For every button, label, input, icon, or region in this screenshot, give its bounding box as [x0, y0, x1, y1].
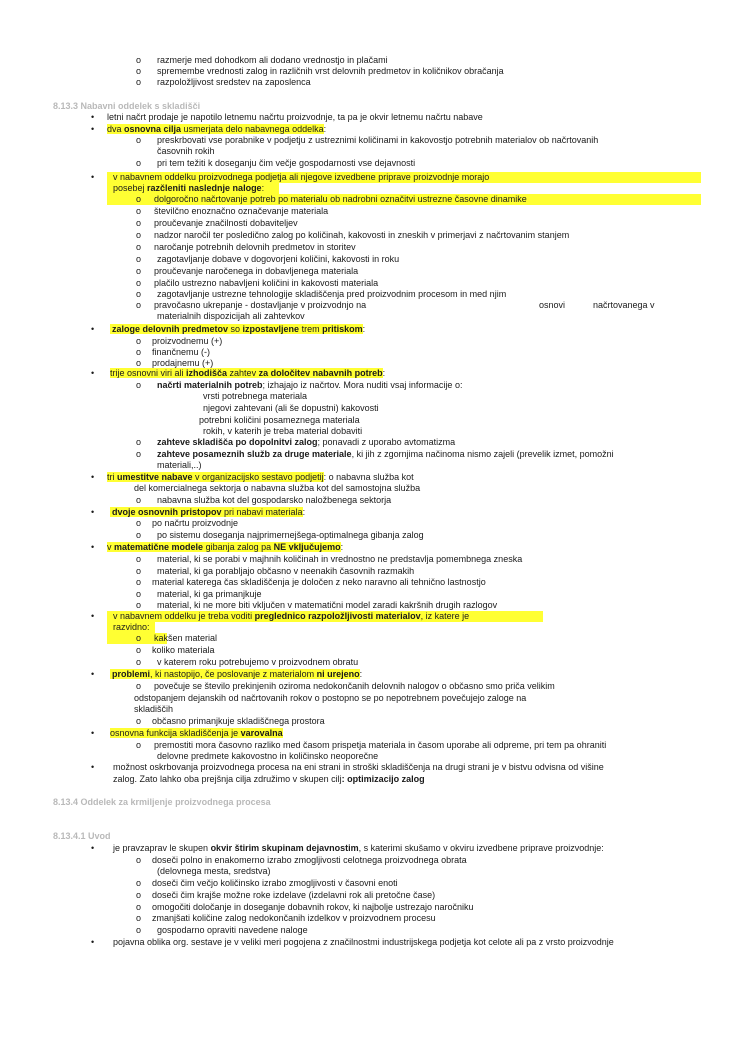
text-run: :	[362, 324, 366, 334]
text-run: usmerjata delo nabavnega oddelka	[181, 124, 324, 134]
bold-run: zaloge delovnih predmetov	[112, 324, 229, 334]
list-item-continuation: (delovnega mesta, sredstva)	[157, 866, 271, 876]
bold-run: načrti materialnih potreb	[157, 380, 263, 390]
circle-bullet-icon: o	[136, 336, 142, 346]
circle-bullet-icon: o	[136, 740, 142, 750]
text-run: , ki nastopijo, če poslovanje z materialom	[150, 669, 317, 679]
text-run: posebej	[113, 183, 148, 193]
bullet-icon: •	[91, 611, 95, 621]
bullet-icon: •	[91, 843, 95, 853]
text-run: , ki jih z zgornjima načinoma nismo zajeli (prevelik izmet, pomožni	[351, 449, 614, 459]
text-run: :	[340, 542, 344, 552]
list-item: po načrtu proizvodnje	[152, 518, 239, 528]
bullet-icon: •	[91, 112, 95, 122]
bold-run: zahteve skladišča po dopolnitvi zalog	[157, 437, 318, 447]
list-item: naročanje potrebnih delovnih predmetov in storitev	[154, 242, 356, 252]
bold-run: osnovna cilja	[124, 124, 182, 134]
circle-bullet-icon: o	[136, 902, 142, 912]
list-item: omogočiti določanje in doseganje dobavnih rokov, ki najbolje ustrezajo naročniku	[152, 902, 474, 912]
bold-run: dvoje osnovnih pristopov	[112, 507, 222, 517]
list-item: doseči čim krajše možne roke izdelave (izdelavni rok ali pretočne čase)	[152, 890, 436, 900]
bullet-icon: •	[91, 472, 95, 482]
list-item: finančnemu (-)	[152, 347, 211, 357]
list-item: material, ki se porabi v majhnih količinah in vrednostno ne predstavlja pomembnega zneska	[157, 554, 523, 564]
list-item	[110, 728, 283, 739]
bold-run: matematične modele	[114, 542, 204, 552]
circle-bullet-icon: o	[136, 554, 142, 564]
bold-run: pritiskom	[322, 324, 363, 334]
circle-bullet-icon: o	[136, 358, 142, 368]
list-item	[154, 194, 527, 205]
list-item	[157, 449, 614, 460]
bold-run: razčleniti naslednje naloge	[147, 183, 262, 193]
list-item	[110, 669, 362, 680]
list-item: proučevanje naročenega in dobavljenega materiala	[154, 266, 359, 276]
circle-bullet-icon: o	[136, 449, 142, 459]
bullet-icon: •	[91, 368, 95, 378]
bold-run: : optimizacijo zalog	[341, 774, 425, 784]
bullet-icon: •	[91, 172, 95, 182]
bullet-icon: •	[91, 324, 95, 334]
circle-bullet-icon: o	[136, 855, 142, 865]
section-heading: 8.13.3 Nabavni oddelek s skladišči	[53, 101, 201, 111]
text-run: , iz katere je	[420, 611, 470, 621]
bold-run: okvir štirim skupinam dejavnostim	[210, 843, 359, 853]
bold-run: problemi	[112, 669, 151, 679]
list-item	[113, 611, 469, 622]
text-run: :	[261, 183, 265, 193]
list-item	[110, 507, 305, 518]
text-run: :	[359, 669, 363, 679]
circle-bullet-icon: o	[136, 135, 142, 145]
bold-run: varovalna	[240, 728, 283, 738]
circle-bullet-icon: o	[136, 289, 142, 299]
text-run: ; izhajajo iz načrtov. Mora nuditi vsaj informacije o:	[262, 380, 463, 390]
text-run: v nabavnem oddelku je treba voditi	[113, 611, 255, 621]
list-item	[110, 368, 385, 379]
list-item-continuation: razvidno:	[113, 622, 150, 632]
list-item	[110, 324, 365, 335]
bold-run: izhodišča	[186, 368, 228, 378]
list-item-continuation: delovne predmete kakovostno in količinsko neoporečne	[157, 751, 379, 761]
circle-bullet-icon: o	[136, 645, 142, 655]
list-item: številčno enoznačno označevanje materiala	[154, 206, 329, 216]
list-item-continuation	[113, 774, 425, 785]
list-item: proizvodnemu (+)	[152, 336, 223, 346]
list-item: vrsti potrebnega materiala	[203, 391, 308, 401]
list-item: prodajnemu (+)	[152, 358, 214, 368]
text-run: je pravzaprav le skupen	[113, 843, 211, 853]
circle-bullet-icon: o	[136, 633, 142, 643]
circle-bullet-icon: o	[136, 380, 142, 390]
list-item: v katerem roku potrebujemo v proizvodnem obratu	[157, 657, 359, 667]
list-item: povečuje se število prekinjenih oziroma nedokončanih delovnih nalogov o občasno smo priča velikim	[154, 681, 555, 691]
list-item-continuation: časovnih rokih	[157, 146, 215, 156]
text-run: gibanja zalog pa	[203, 542, 274, 552]
bullet-icon: •	[91, 728, 95, 738]
circle-bullet-icon: o	[136, 347, 142, 357]
list-item	[157, 437, 455, 448]
list-item-continuation: skladiščih	[134, 704, 174, 714]
circle-bullet-icon: o	[136, 437, 142, 447]
list-item: plačilo ustrezno nabavljeni količini in kakovosti materiala	[154, 278, 379, 288]
text-run: osnovna funkcija skladiščenja je	[110, 728, 241, 738]
circle-bullet-icon: o	[136, 530, 142, 540]
list-item	[107, 124, 326, 135]
text-run: :	[302, 507, 306, 517]
list-item: material, ki ga primanjkuje	[157, 589, 262, 599]
circle-bullet-icon: o	[136, 495, 142, 505]
list-item	[157, 380, 462, 391]
section-heading: 8.13.4 Oddelek za krmiljenje proizvodnega procesa	[53, 797, 271, 807]
text-run: trije osnovni viri ali	[110, 368, 187, 378]
list-item: premostiti mora časovno razliko med časom prispetja materiala in časom uporabe ali odpreme, pri tem pa ohraniti	[154, 740, 607, 750]
circle-bullet-icon: o	[136, 55, 142, 65]
text-run: :	[323, 124, 327, 134]
list-item: pravočasno ukrepanje - dostavljanje v proizvodnjo na	[154, 300, 367, 310]
bullet-icon: •	[91, 124, 95, 134]
list-item-continuation: materiali,..)	[157, 460, 202, 470]
list-item: razmerje med dohodkom ali dodano vrednostjo in plačami	[157, 55, 388, 65]
text-run: trem	[299, 324, 323, 334]
list-item-continuation	[113, 183, 264, 194]
list-item: občasno primanjkuje skladiščnega prostora	[152, 716, 325, 726]
list-item: proučevanje značilnosti dobaviteljev	[154, 218, 298, 228]
list-item: pri tem težiti k doseganju čim večje gospodarnosti vse dejavnosti	[157, 158, 416, 168]
circle-bullet-icon: o	[136, 518, 142, 528]
list-item: material katerega čas skladiščenja je določen z neko naravno ali tehnično lastnostjo	[152, 577, 486, 587]
circle-bullet-icon: o	[136, 589, 142, 599]
text-run: dolgoročno načrtovanje potreb po materi	[154, 194, 316, 204]
circle-bullet-icon: o	[136, 913, 142, 923]
bullet-icon: •	[91, 937, 95, 947]
list-item-continuation: materialnih dispozicijah ali zahtevkov	[157, 311, 305, 321]
bold-run: NE vključujemo	[273, 542, 341, 552]
list-item: v nabavnem oddelku proizvodnega podjetja ali njegove izvedbene priprave proizvodnje morajo	[113, 172, 490, 182]
text-run: , s katerimi skušamo v okviru izvedbene priprave proizvodnje:	[358, 843, 604, 853]
list-item-continuation: del komercialnega sektorja o nabavna služba kot del samostojna služba	[134, 483, 421, 493]
text-run: zalog. Zato lahko oba prejšnja cilja združimo v skupen cilj	[113, 774, 342, 784]
circle-bullet-icon: o	[136, 681, 142, 691]
list-item-fragment: načrtovanega v	[593, 300, 655, 310]
list-item-continuation: odstopanjem dejanskih od načrtovanih rokov o postopno se po nepotrebnem povečujejo zaloge na	[134, 693, 527, 703]
text-run: pri nabavi materiala	[221, 507, 303, 517]
list-item: zagotavljanje ustrezne tehnologije skladiščenja pred proizvodnim procesom in med njim	[157, 289, 507, 299]
list-item: doseči polno in enakomerno izrabo zmogljivosti celotnega proizvodnega obrata	[152, 855, 467, 865]
list-item: spremembe vrednosti zalog in različnih vrst delovnih predmetov in količnikov obračanja	[157, 66, 504, 76]
text-run: alu ob nadrobni označitvi ustrezne časovne dinamike	[315, 194, 527, 204]
list-item	[107, 472, 414, 483]
list-item-fragment: osnovi	[539, 300, 566, 310]
text-run: ; ponavadi z uporabo avtomatizma	[317, 437, 456, 447]
list-item: letni načrt prodaje je napotilo letnemu načrtu proizvodnje, ta pa je okvir letnemu načrtu nabave	[107, 112, 483, 122]
bold-run: preglednico razpoložljivosti materialov	[254, 611, 421, 621]
list-item: njegovi zahtevani (ali še dopustni) kakovosti	[203, 403, 379, 413]
circle-bullet-icon: o	[136, 206, 142, 216]
list-item: gospodarno opraviti navedene naloge	[157, 925, 308, 935]
circle-bullet-icon: o	[136, 716, 142, 726]
circle-bullet-icon: o	[136, 577, 142, 587]
bullet-icon: •	[91, 507, 95, 517]
bold-run: umestitve nabave	[117, 472, 193, 482]
circle-bullet-icon: o	[136, 230, 142, 240]
circle-bullet-icon: o	[136, 657, 142, 667]
list-item	[154, 633, 217, 644]
circle-bullet-icon: o	[136, 158, 142, 168]
bold-run: za določitev nabavnih potreb	[258, 368, 383, 378]
text-run: šen material	[168, 633, 218, 643]
text-run: v organizacijsko sestavo podjetij	[192, 472, 324, 482]
text-run: kak	[154, 633, 169, 643]
list-item: material, ki ne more biti vključen v matematični model zaradi kakršnih drugih razlogov	[157, 600, 498, 610]
circle-bullet-icon: o	[136, 890, 142, 900]
circle-bullet-icon: o	[136, 878, 142, 888]
list-item: material, ki ga porabljajo občasno v neenakih časovnih razmakih	[157, 566, 415, 576]
list-item: preskrbovati vse porabnike v podjetju z ustreznimi količinami in kakovostjo potrebnih materialov ob načrtovanih	[157, 135, 599, 145]
text-run: v	[107, 542, 115, 552]
text-run: tri	[107, 472, 117, 482]
list-item: možnost oskrbovanja proizvodnega procesa na eni strani in stroški skladiščenja na drugi strani je v bistvu odvisna od višine	[113, 762, 604, 772]
bullet-icon: •	[91, 669, 95, 679]
text-run: dva	[107, 124, 125, 134]
list-item: po sistemu doseganja najprimernejšega-optimalnega gibanja zalog	[157, 530, 424, 540]
circle-bullet-icon: o	[136, 566, 142, 576]
circle-bullet-icon: o	[136, 600, 142, 610]
list-item	[113, 843, 604, 854]
list-item: koliko materiala	[152, 645, 215, 655]
text-run: : o nabavna služba kot	[323, 472, 414, 482]
list-item: potrebni količini posameznega materiala	[199, 415, 360, 425]
list-item: razpoložljivost sredstev na zaposlenca	[157, 77, 311, 87]
list-item: doseči čim večjo količinsko izrabo zmogljivosti v časovni enoti	[152, 878, 398, 888]
list-item	[107, 542, 343, 553]
circle-bullet-icon: o	[136, 300, 142, 310]
text-run: :	[382, 368, 386, 378]
list-item: rokih, v katerih je treba material dobaviti	[203, 426, 363, 436]
bold-run: izpostavljene	[242, 324, 300, 334]
list-item: nabavna služba kot del gospodarsko naložbenega sektorja	[157, 495, 392, 505]
text-run: zahtev	[227, 368, 259, 378]
circle-bullet-icon: o	[136, 66, 142, 76]
circle-bullet-icon: o	[136, 218, 142, 228]
circle-bullet-icon: o	[136, 77, 142, 87]
list-item: zmanjšati količine zalog nedokončanih izdelkov v proizvodnem procesu	[152, 913, 436, 923]
bullet-icon: •	[91, 542, 95, 552]
circle-bullet-icon: o	[136, 278, 142, 288]
section-heading: 8.13.4.1 Uvod	[53, 831, 111, 841]
list-item: nadzor naročil ter posledično zalog po količinah, kakovosti in zneskih v primerjavi z načrtovanim stanjem	[154, 230, 570, 240]
list-item: pojavna oblika org. sestave je v veliki meri pogojena z značilnostmi industrijskega podjetja kot celote ali pa z vrsto proizvodnje	[113, 937, 614, 947]
bold-run: zahteve posameznih služb za druge materiale	[157, 449, 352, 459]
circle-bullet-icon: o	[136, 925, 142, 935]
bold-run: ni urejeno	[316, 669, 360, 679]
text-run: so	[228, 324, 243, 334]
circle-bullet-icon: o	[136, 194, 142, 204]
bullet-icon: •	[91, 762, 95, 772]
circle-bullet-icon: o	[136, 242, 142, 252]
circle-bullet-icon: o	[136, 254, 142, 264]
circle-bullet-icon: o	[136, 266, 142, 276]
list-item: zagotavljanje dobave v dogovorjeni količini, kakovosti in roku	[157, 254, 400, 264]
